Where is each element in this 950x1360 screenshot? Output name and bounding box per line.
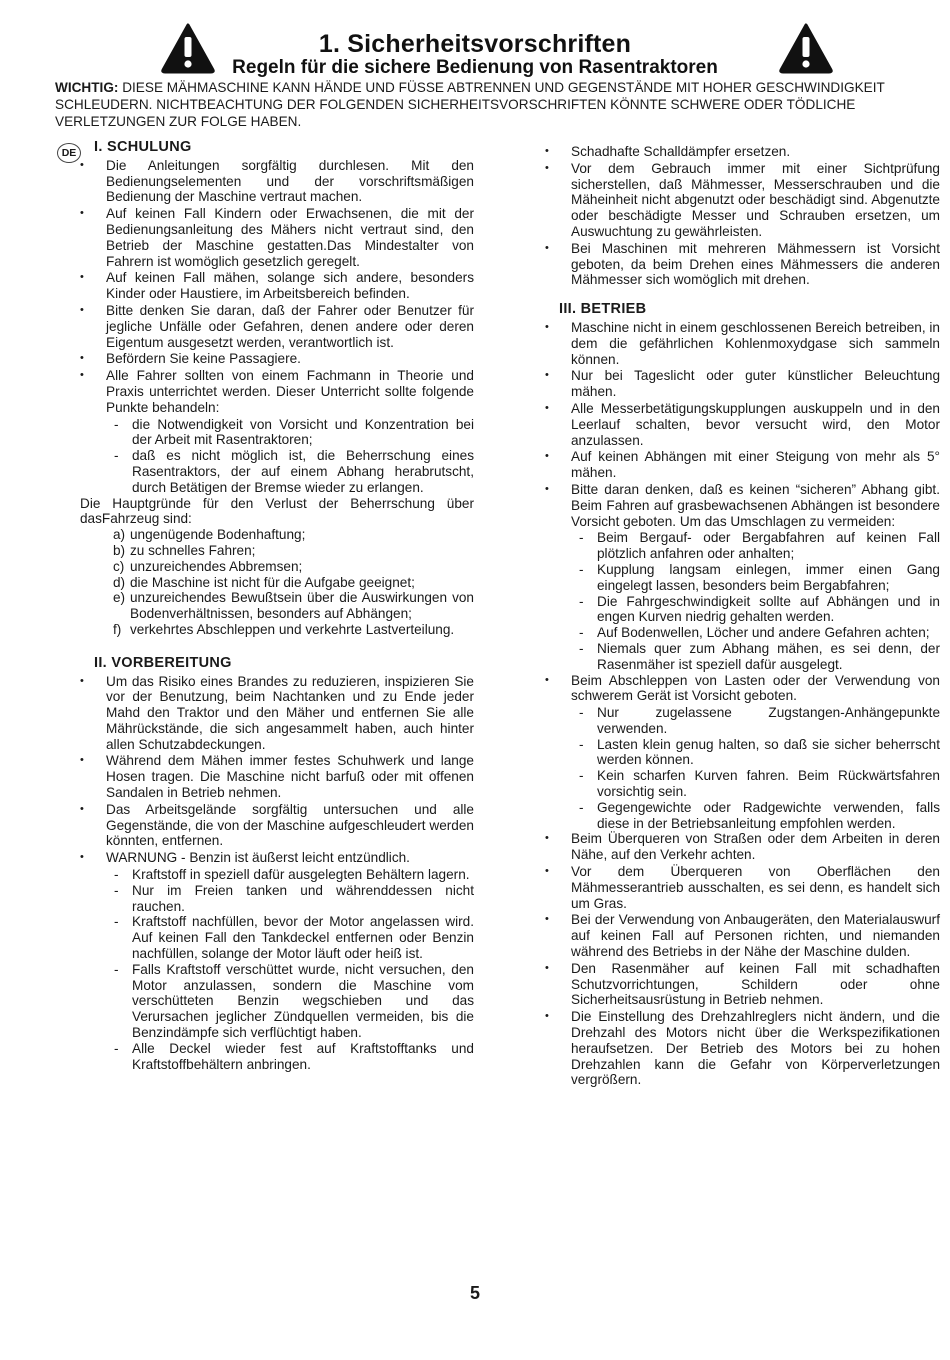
- list-item: • Auf keinen Fall Kindern oder Erwachsenen, die mit der Bedienungsanleitung des Mähers nicht vertraut sind, den Betrieb der Maschine gestatten.Das Mindestalter von Fahrern ist womöglich gesetzlich geregelt.: [80, 206, 474, 269]
- right-column: [545, 144, 940, 1089]
- sub-item: - Die Fahrgeschwindigkeit sollte auf Abhängen und in engen Kurven niedrig gehalten werden.: [571, 594, 940, 626]
- sub-item: - Gegengewichte oder Radgewichte verwenden, falls diese in der Betriebsanleitung empfohlen werden.: [571, 800, 940, 832]
- list-item: • Um das Risiko eines Brandes zu reduzieren, inspizieren Sie vor der Benutzung, beim Nachtanken und zu Ende jeder Mahd den Traktor und den Mäher und entfernen Sie alle Mährückstände, die sich angesammelt haben, auch hinter allen Schutzabdeckungen.: [80, 674, 474, 753]
- sub-item: - Alle Deckel wieder fest auf Kraftstofftanks und Kraftstoffbehältern anbringen.: [106, 1041, 474, 1073]
- list-item: • Beim Abschleppen von Lasten oder der Verwendung von schwerem Gerät ist Vorsicht geboten.: [545, 673, 940, 705]
- list-item: • Maschine nicht in einem geschlossenen Bereich betreiben, in dem die gefährlichen Kohlenmoxydgase sich sammeln können.: [545, 320, 940, 367]
- list-item: • Auf keinen Fall mähen, solange sich andere, besonders Kinder oder Haustiere, im Arbeitsbereich befinden.: [80, 270, 474, 302]
- item-letter: b): [113, 542, 126, 558]
- item-text: zu schnelles Fahren;: [130, 542, 256, 558]
- item-letter: e): [113, 590, 126, 606]
- page-number: 5: [469, 1283, 480, 1303]
- list-item: • Vor dem Überqueren von Oberflächen den Mähmesserantrieb ausschalten, es sei denn, es handelt sich um Gras.: [545, 864, 940, 911]
- betrieb-sublist-slopes: [545, 530, 940, 672]
- list-item: • Vor dem Gebrauch immer mit einer Sichtprüfung sicherstellen, daß Mähmesser, Messerschrauben und die Mäheinheit nicht abgenutzt oder beschädigt sind. Abgenutzte oder beschädigte Messer und Schrauben ersetzen, um Auswuchtung zu gewährleisten.: [545, 161, 940, 240]
- sub-item: - Auf Bodenwellen, Löcher und andere Gefahren achten;: [571, 625, 940, 641]
- betrieb-list: [545, 320, 940, 529]
- reason-item: [80, 527, 474, 543]
- schulung-list: [80, 158, 474, 416]
- list-item-text: Alle Fahrer sollten von einem Fachmann in Theorie und Praxis unterrichtet werden. Dieser Unterricht sollte folgende Punkte behandeln:: [106, 368, 474, 415]
- list-item: • Befördern Sie keine Passagiere.: [80, 351, 474, 367]
- list-item: • Bei Maschinen mit mehreren Mähmessern ist Vorsicht geboten, da beim Drehen eines Mähmessers die anderen Mähmesser sich womöglich mit drehen.: [545, 241, 940, 288]
- list-item: • Alle Messerbetätigungskupplungen auskuppeln und in den Leerlauf schalten, bevor versucht wird, den Motor anzulassen.: [545, 401, 940, 448]
- item-text: verkehrtes Abschleppen und verkehrte Lastverteilung.: [130, 621, 455, 637]
- item-text: die Maschine ist nicht für die Aufgabe geeignet;: [130, 574, 415, 590]
- list-item: • Beim Überqueren von Straßen oder dem Arbeiten in deren Nähe, auf den Verkehr achten.: [545, 831, 940, 863]
- page-title: 1. Sicherheitsvorschriften: [318, 30, 632, 58]
- reason-item: [80, 559, 474, 575]
- list-item: • Während dem Mähen immer festes Schuhwerk und lange Hosen tragen. Die Maschine nicht barfuß oder mit offenen Sandalen in Betrieb nehmen.: [80, 753, 474, 800]
- vorbereitung-sublist: [80, 867, 474, 1072]
- sub-item: - Kraftstoff in speziell dafür ausgelegten Behältern lagern.: [106, 867, 474, 883]
- list-item: • WARNUNG - Benzin ist äußerst leicht entzündlich.: [80, 850, 474, 866]
- important-notice: [55, 80, 940, 130]
- list-item: • Den Rasenmäher auf keinen Fall mit schadhaften Schutzvorrichtungen, Schildern oder ohne Sicherheitsausrüstung in Betrieb nehmen.: [545, 961, 940, 1008]
- list-item: • Bitte denken Sie daran, daß der Fahrer oder Benutzer für jegliche Unfälle oder Gefahren, denen andere oder deren Eigentum ausgesetzt werden, verantwortlich ist.: [80, 303, 474, 350]
- item-letter: a): [113, 527, 126, 543]
- sub-item: - Niemals quer zum Abhang mähen, es sei denn, der Rasenmäher ist speziell dafür ausgelegt.: [571, 641, 940, 673]
- section-title-betrieb: III. BETRIEB: [559, 301, 647, 318]
- sub-item: - die Notwendigkeit von Vorsicht und Konzentration bei der Arbeit mit Rasentraktoren;: [106, 417, 474, 449]
- sub-item: - Nur zugelassene Zugstangen-Anhängepunkte verwenden.: [571, 705, 940, 737]
- item-text: ungenügende Bodenhaftung;: [130, 527, 306, 543]
- notice-label: WICHTIG:: [55, 80, 119, 95]
- sub-item: - Kein scharfen Kurven fahren. Beim Rückwärtsfahren vorsichtig sein.: [571, 768, 940, 800]
- reason-item: [80, 590, 474, 622]
- left-column: [80, 140, 474, 1072]
- sub-item: - daß es nicht möglich ist, die Beherrschung eines Rasentraktors, der auf einem Abhang herabrutscht, durch Betätigen der Bremse wieder zu erlangen.: [106, 448, 474, 495]
- reason-item: [80, 622, 474, 638]
- sub-item: - Kupplung langsam einlegen, immer einen Gang eingelegt lassen, besonders beim Bergabfahren;: [571, 562, 940, 594]
- betrieb-list-2: [545, 673, 940, 705]
- sub-item: - Kraftstoff nachfüllen, bevor der Motor angelassen wird. Auf keinen Fall den Tankdeckel entfernen oder Benzin nachfüllen, solange der Motor läuft oder heiß ist.: [106, 914, 474, 961]
- list-item: [80, 368, 474, 415]
- item-text: unzureichendes Bewußtsein über die Auswirkungen von Bodenverhältnissen, besonders auf Abhängen;: [130, 590, 474, 622]
- reason-item: [80, 575, 474, 591]
- item-letter: f): [113, 621, 122, 637]
- vorbereitung-list: [80, 674, 474, 867]
- item-text: unzureichendes Abbremsen;: [130, 558, 303, 574]
- sub-item: - Falls Kraftstoff verschüttet wurde, nicht versuchen, den Motor anzulassen, sondern die Maschine vom verschütteten Benzin wegschieben und das Verursachen jeglicher Zündquellen vermeiden, bis die Benzindämpfe sich verflüchtigt haben.: [106, 962, 474, 1041]
- list-item: • Auf keinen Abhängen mit einer Steigung von mehr als 5° mähen.: [545, 449, 940, 481]
- list-item: • Die Einstellung des Drehzahlreglers nicht ändern, und die Drehzahl des Motors nicht über die Werkspezifikationen heraufsetzen. Der Betrieb des Motors bei zu hohen Drehzahlen kann die Gefahr von Körperverletzungen vergrößern.: [545, 1009, 940, 1088]
- notice-text: DIESE MÄHMASCHINE KANN HÄNDE UND FÜSSE ABTRENNEN UND GEGENSTÄNDE MIT HOHER GESCHWINDIGKEIT SCHLEUDERN. NICHTBEACHTUNG DER FOLGENDEN SICHERHEITSVORSCHRIFTEN KÖNNTE SCHWERE ODER TÖDLICHE VERLETZUNGEN ZUR FOLGE HABEN.: [55, 80, 885, 129]
- list-item: • Schadhafte Schalldämpfer ersetzen.: [545, 144, 940, 160]
- item-letter: d): [113, 574, 126, 590]
- list-item: • Nur bei Tageslicht oder guter künstlicher Beleuchtung mähen.: [545, 368, 940, 400]
- sub-item: - Lasten klein genug halten, so daß sie sicher beherrscht werden können.: [571, 737, 940, 769]
- betrieb-list-3: [545, 831, 940, 1088]
- page-subtitle: Regeln für die sichere Bedienung von Rasentraktoren: [232, 57, 718, 78]
- item-letter: c): [113, 558, 125, 574]
- paragraph: Die Hauptgründe für den Verlust der Beherrschung über dasFahrzeug sind:: [80, 495, 474, 527]
- sub-item: - Beim Bergauf- oder Bergabfahren auf keinen Fall plötzlich anfahren oder anhalten;: [571, 530, 940, 562]
- list-item: • Das Arbeitsgelände sorgfältig untersuchen und alle Gegenstände, die von der Maschine aufgeschleudert werden könnten, entfernen.: [80, 802, 474, 849]
- list-item: • Die Anleitungen sorgfältig durchlesen. Mit den Bedienungselementen und der vorschriftsmäßigen Bedienung der Maschine vertraut machen.: [80, 158, 474, 205]
- section-title-schulung: I. SCHULUNG: [94, 139, 192, 155]
- language-badge: DE: [57, 143, 81, 163]
- section-title-vorbereitung: II. VORBEREITUNG: [94, 654, 232, 671]
- reasons-list: [80, 527, 474, 638]
- reason-item: [80, 543, 474, 559]
- sub-item: - Nur im Freien tanken und währenddessen nicht rauchen.: [106, 883, 474, 915]
- betrieb-sublist-towing: [545, 705, 940, 831]
- list-item: • Bitte daran denken, daß es keinen “sicheren” Abhang gibt. Beim Fahren auf grasbewachsenen Abhängen ist besondere Vorsicht geboten. Um das Umschlagen zu vermeiden:: [545, 482, 940, 529]
- list-item: • Bei der Verwendung von Anbaugeräten, den Materialauswurf auf keinen Fall auf Personen richten, und niemanden während des Betriebs in der Nähe der Maschine dulden.: [545, 912, 940, 959]
- schulung-sublist: [80, 417, 474, 496]
- vorbereitung-list-cont: [545, 144, 940, 288]
